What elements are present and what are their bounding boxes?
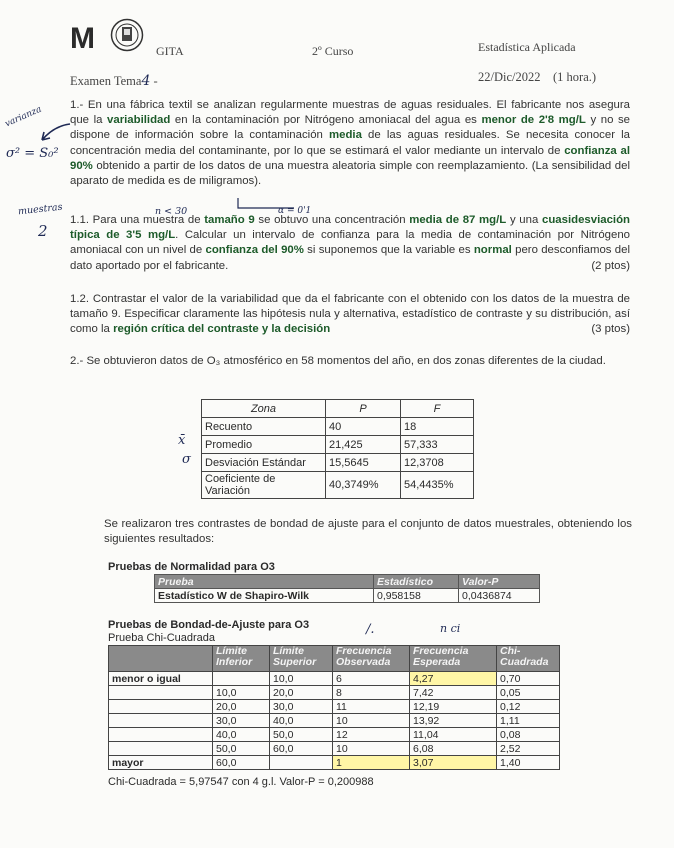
table-cell: 3,07	[410, 756, 497, 770]
table-cell: 18	[401, 418, 474, 436]
q1-1-text: 1.1. Para una muestra de tamaño 9 se obtuvo una concentración media de 87 mg/L y una cuasidesviación típica de 3'5 mg/L. Calcular un intervalo de confianza para la media de contaminación por Nitrógeno amoniacal con un nivel de confianza del 90% si suponemos que la variable es normal pero desconfiamos del dato aportado por el fabricante. (2 ptos)	[70, 213, 630, 274]
exam-title: Examen Tema4 -	[70, 73, 158, 89]
table-cell: 0,08	[497, 728, 560, 742]
table-header-row	[155, 575, 540, 589]
hand-mark-1: /.	[366, 622, 375, 637]
hand-mark-sigma: σ	[182, 452, 191, 467]
table-cell: 11,04	[410, 728, 497, 742]
table-cell: 13,92	[410, 714, 497, 728]
table-cell: 50,0	[213, 742, 270, 756]
table-row	[109, 672, 560, 686]
course-label: 2º Curso	[312, 44, 354, 58]
table-header-cell: Estadístico	[374, 575, 459, 589]
table-cell	[213, 672, 270, 686]
arrow-icon	[34, 118, 74, 148]
table-cell: 1,40	[497, 756, 560, 770]
table-cell: 20,0	[270, 686, 333, 700]
goodness-footer: Chi-Cuadrada = 5,97547 con 4 g.l. Valor-P = 0,200988	[108, 776, 374, 788]
logo-letter: M	[70, 22, 93, 55]
table-cell: 0,12	[497, 700, 560, 714]
table-cell: 6,08	[410, 742, 497, 756]
table-cell: 15,5645	[326, 454, 401, 472]
table-cell: 54,4435%	[401, 472, 474, 499]
table-cell: 7,42	[410, 686, 497, 700]
table-header-cell: F	[401, 400, 474, 418]
q2-intro: 2.- Se obtuvieron datos de O₃ atmosférico en 58 momentos del año, en dos zonas diferentes de la ciudad.	[70, 355, 606, 367]
table-cell: 20,0	[213, 700, 270, 714]
table-cell: 0,958158	[374, 589, 459, 603]
table-cell	[109, 700, 213, 714]
q1-intro: 1.- En una fábrica textil se analizan regularmente muestras de aguas residuales. El fabricante nos asegura que la variabilidad en la contaminación por Nitrógeno amoniacal del agua es menor de 2'8 mg/L y no se dispone de información sobre la contaminación media de las aguas residuales. Se necesita conocer la concentración media del contaminante, por lo que se estimará el valor mediante un intervalo de confianza al 90% obtenido a partir de los datos de una muestra aleatoria simple con reemplazamiento. (La sensibilidad del aparato de medida es de miligramos).	[70, 99, 631, 188]
table-header-cell: Valor-P	[459, 575, 540, 589]
table-cell: 12	[333, 728, 410, 742]
table-cell: 30,0	[213, 714, 270, 728]
table-row	[155, 589, 540, 603]
table-cell: Estadístico W de Shapiro-Wilk	[155, 589, 374, 603]
normality-title: Pruebas de Normalidad para O3	[108, 561, 275, 573]
table-header-row	[109, 646, 560, 672]
table-cell: Recuento	[202, 418, 326, 436]
q1-2-text: 1.2. Contrastar el valor de la variabilidad que da el fabricante con el obtenido con los datos de la muestra de tamaño 9. Especificar claramente las hipótesis nula y alternativa, estadístico de contraste y su distribución, así como la región crítica del contraste y la decisión (3 ptos)	[70, 292, 630, 338]
note-muestras: muestras	[17, 201, 63, 218]
table-cell	[270, 756, 333, 770]
contrasts-text: Se realizaron tres contrastes de bondad de ajuste para el conjunto de datos muestrales, obteniendo los siguientes resultados:	[104, 518, 632, 546]
table-cell: 12,3708	[401, 454, 474, 472]
table-cell: 1,11	[497, 714, 560, 728]
table-cell	[109, 686, 213, 700]
table-cell: 30,0	[270, 700, 333, 714]
q1-1-points: (2 ptos)	[591, 259, 630, 272]
table-cell: Desviación Estándar	[202, 454, 326, 472]
note-n-lt-30: n < 30	[155, 206, 188, 217]
table-header-row	[202, 400, 474, 418]
table-cell	[109, 714, 213, 728]
table-cell: 0,0436874	[459, 589, 540, 603]
table-cell: 0,05	[497, 686, 560, 700]
table-cell: 10,0	[213, 686, 270, 700]
table-header-cell: P	[326, 400, 401, 418]
table-cell: menor o igual	[109, 672, 213, 686]
table-cell: 40,0	[213, 728, 270, 742]
table-cell: mayor	[109, 756, 213, 770]
table-cell: 40,0	[270, 714, 333, 728]
table-row	[109, 700, 560, 714]
note-alpha: α = 0'1	[278, 206, 312, 216]
table-cell: 6	[333, 672, 410, 686]
table-header-cell: Chi-Cuadrada	[497, 646, 560, 672]
table-cell: Promedio	[202, 436, 326, 454]
table-cell: 21,425	[326, 436, 401, 454]
table-cell: 0,70	[497, 672, 560, 686]
table-cell: 40	[326, 418, 401, 436]
table-cell: 12,19	[410, 700, 497, 714]
table-header-cell: Límite Superior	[270, 646, 333, 672]
table-row	[109, 714, 560, 728]
university-seal	[110, 18, 144, 52]
q1-2-points: (3 ptos)	[591, 323, 630, 336]
goodness-subtitle: Prueba Chi-Cuadrada	[108, 632, 216, 644]
table-cell: 57,333	[401, 436, 474, 454]
table-cell: 10	[333, 742, 410, 756]
table-row	[202, 472, 474, 499]
org-name: GITA	[156, 44, 184, 58]
table-header-cell	[109, 646, 213, 672]
table-row	[109, 742, 560, 756]
table-header-cell: Límite Inferior	[213, 646, 270, 672]
subject-label: Estadística Aplicada	[478, 40, 576, 54]
hand-mark-mean: x̄	[178, 433, 186, 448]
table-row	[202, 436, 474, 454]
note-sigma: σ² = S₀²	[6, 146, 59, 161]
table-cell: 10,0	[270, 672, 333, 686]
table-cell: 8	[333, 686, 410, 700]
table-row	[202, 454, 474, 472]
table-row	[109, 686, 560, 700]
table-cell: 40,3749%	[326, 472, 401, 499]
table-cell: 60,0	[270, 742, 333, 756]
table-header-cell: Frecuencia Esperada	[410, 646, 497, 672]
table-cell	[109, 728, 213, 742]
table-header-cell: Zona	[202, 400, 326, 418]
normality-table	[154, 574, 540, 603]
table-cell: 2,52	[497, 742, 560, 756]
table-cell: 10	[333, 714, 410, 728]
note-varianza: varianza	[3, 104, 44, 130]
table-row	[109, 728, 560, 742]
table-cell: Coeficiente de Variación	[202, 472, 326, 499]
table-row	[109, 756, 560, 770]
table-cell: 1	[333, 756, 410, 770]
table-cell	[109, 742, 213, 756]
table-cell: 60,0	[213, 756, 270, 770]
table-cell: 11	[333, 700, 410, 714]
table-header-cell: Prueba	[155, 575, 374, 589]
zona-table	[201, 399, 474, 499]
goodness-title: Pruebas de Bondad-de-Ajuste para O3	[108, 619, 310, 631]
table-cell: 50,0	[270, 728, 333, 742]
note-arrow-num: 2	[38, 222, 48, 240]
table-cell: 4,27	[410, 672, 497, 686]
exam-date: 22/Dic/2022 (1 hora.)	[478, 70, 597, 84]
table-row	[202, 418, 474, 436]
table-header-cell: Frecuencia Observada	[333, 646, 410, 672]
hand-mark-nci: n ci	[440, 622, 461, 635]
goodness-table	[108, 645, 560, 770]
